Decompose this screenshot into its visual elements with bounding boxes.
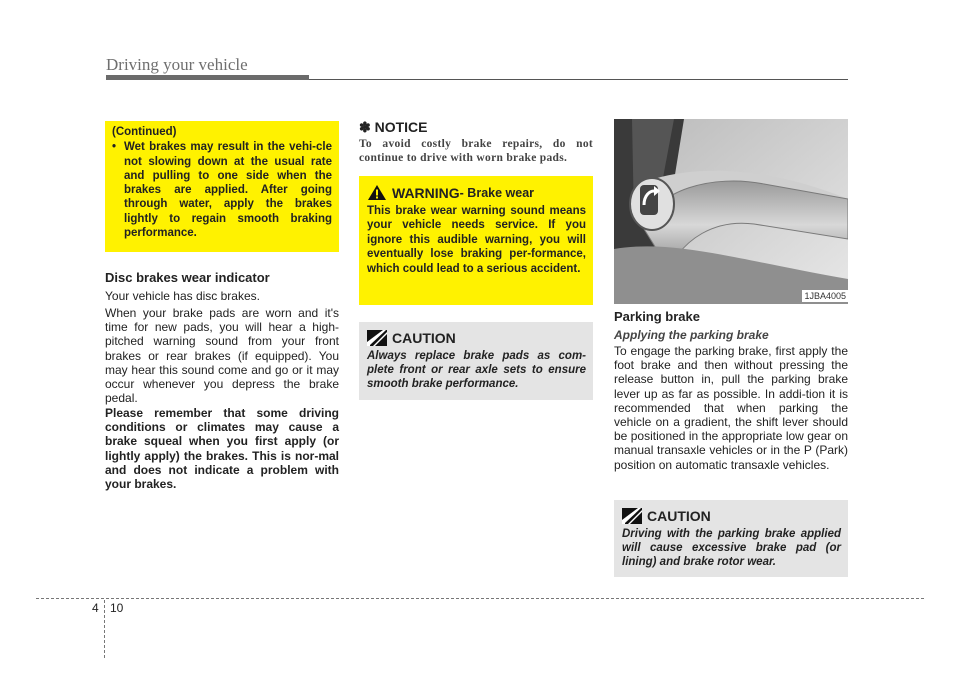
caution-icon — [367, 330, 387, 346]
parking-brake-illustration — [614, 119, 848, 304]
caution-title: CAUTION — [647, 508, 711, 524]
disc-brakes-para1: Your vehicle has disc brakes. — [105, 289, 260, 303]
notice-title: ✽ NOTICE — [359, 119, 428, 135]
caution-icon — [622, 508, 642, 524]
disc-brakes-para2: When your brake pads are worn and it's time for new pads, you will hear a high-pitched warning sound from your front brakes or rear brakes (if equipped). You may hear this sound come and go or it may occur whenever you depress the brake pedal. — [105, 306, 339, 406]
footer-vertical-dashed-rule — [104, 600, 105, 658]
parking-brake-title: Parking brake — [614, 309, 700, 324]
page-header-title: Driving your vehicle — [106, 55, 248, 74]
caution-body: Always replace brake pads as com-plete front or rear axle sets to ensure smooth brake performance. — [367, 350, 586, 391]
caution-title: CAUTION — [392, 330, 456, 346]
continued-note-box — [105, 121, 339, 252]
parking-brake-body: To engage the parking brake, first apply the foot brake and then without pressing the release button in, pull the parking brake lever up as far as possible. In addi-tion it is recommended that when parking the vehicle on a gradient, the shift lever should be positioned in the appropriate low gear on manual transaxle vehicles or in the P (Park) position on automatic transaxle vehicles. — [614, 344, 848, 472]
footer-dashed-rule — [36, 598, 924, 599]
continued-label: (Continued) — [112, 126, 177, 138]
bullet-glyph: • — [112, 141, 117, 154]
warning-heading — [367, 184, 586, 201]
warning-box — [359, 176, 593, 305]
warning-subtitle: - Brake wear — [459, 185, 535, 200]
notice-body: To avoid costly brake repairs, do not continue to drive with worn brake pads. — [359, 138, 593, 164]
warning-triangle-icon — [367, 184, 387, 201]
footer-page-number: 10 — [110, 601, 124, 615]
disc-brakes-heading: Disc brakes wear indicator — [105, 270, 270, 285]
warning-body: This brake wear warning sound means your vehicle needs service. If you ignore this audible warning, you will eventually lose braking per-formance, which could lead to a serious accident. — [367, 205, 586, 275]
footer-section-number: 4 — [92, 601, 99, 615]
continued-bullet-text: Wet brakes may result in the vehi-cle not slowing down at the usual rate and pulling to one side when the brakes are applied. After going through water, apply the brakes lightly to regain smooth braking performance. — [124, 141, 332, 240]
caution-box-parking-brake — [614, 500, 848, 577]
header-accent-bar — [106, 75, 309, 80]
parking-brake-subtitle: Applying the parking brake — [614, 328, 769, 342]
photo-code-label: 1JBA4005 — [804, 291, 846, 301]
caution-box-brake-pads — [359, 322, 593, 400]
continued-bullet-item — [112, 140, 332, 240]
caution-heading — [367, 330, 586, 346]
caution-heading — [622, 508, 841, 524]
disc-brakes-para3: Please remember that some driving conditions or climates may cause a brake squeal when you first apply (or lightly apply) the brakes. This is nor-mal and does not indicate a problem with your brakes. — [105, 406, 339, 492]
caution-body: Driving with the parking brake applied will cause excessive brake pad (or lining) and brake rotor wear. — [622, 528, 841, 569]
parking-brake-photo — [614, 119, 848, 304]
warning-title: WARNING — [392, 184, 460, 201]
